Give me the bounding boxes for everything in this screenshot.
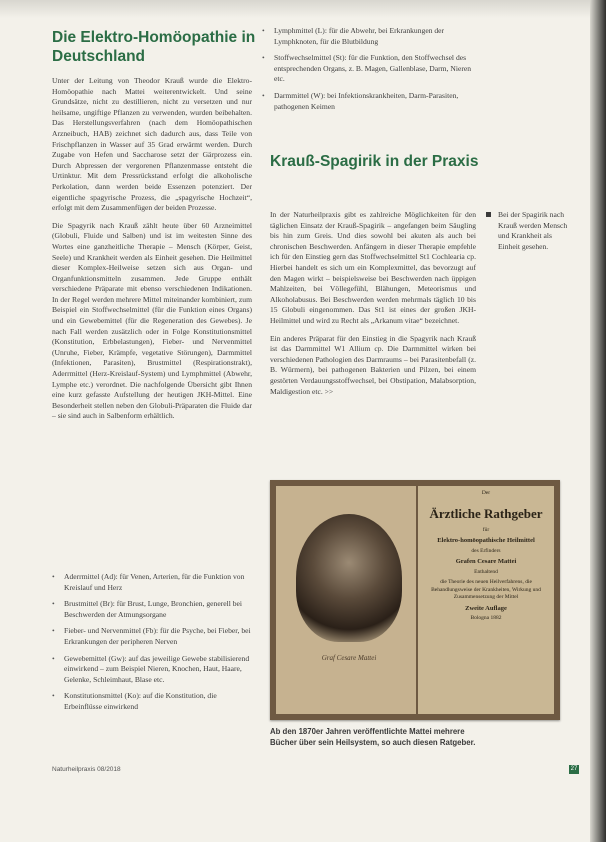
list-item: • Konstitutionsmittel (Ko): auf die Konstitution, die Erbeinflüsse einwirkend (52, 691, 252, 712)
cover-line: die Theorie des neuen Heilverfahrens, die Behandlungsweise der Krankheiten, Wirkung und Zusammensetzung der Mittel (431, 579, 541, 600)
page-number: 27 (570, 766, 578, 772)
portrait-signature: Graf Cesare Mattei (321, 654, 377, 662)
cover-line: Enthaltend (474, 568, 498, 575)
portrait-image (296, 514, 402, 642)
sidebar-quote: Bei der Spagirik nach Krauß werden Mensch und Krankheit als Einheit gesehen. (498, 210, 568, 251)
book-cover-page (418, 486, 554, 714)
right-paragraph-2: Ein anderes Präparat für den Einstieg in die Spagyrik nach Krauß ist das Darmmittel W1 Allium cp. Die Darmmittel wirken bei verschiedenen Pathologien des Darmraums – bei Parasitenbefall (z. B. Würmern), bei pathogenen Bakterien und Pilzen, bei einem gestörten Verdauungsstoffwechsel, bei Obstipation, Malabsorption, Maldigestion etc. >> (270, 333, 476, 396)
list-item: • Fieber- und Nervenmittel (Fb): für die Psyche, bei Fieber, bei Erkrankungen der peripheren Nerven (52, 626, 252, 647)
photo-caption: Ab den 1870er Jahren veröffentlichte Mattei mehrere Bücher über sein Heilsystem, so auch diesen Ratgeber. (270, 727, 476, 747)
cover-line: Elektro-homöopathische Heilmittel (437, 537, 535, 544)
book-cover-text (422, 490, 550, 710)
book-photo (270, 480, 560, 720)
cover-title: Ärztliche Rathgeber (429, 505, 543, 521)
cover-line: Bologna 1882 (470, 615, 502, 621)
left-remedy-list (52, 572, 252, 719)
list-item: • Brustmittel (Br): für Brust, Lunge, Bronchien, generell bei Beschwerden der Atmungsorgane (52, 599, 252, 620)
right-column-text (270, 210, 476, 404)
list-item: • Stoffwechselmittel (St): für die Funktion, den Stoffwechsel des entsprechenden Organs, z. B. Magen, Gallenblase, Darm, Nieren etc. (262, 53, 476, 85)
cover-line: Grafen Cesare Mattei (455, 558, 517, 565)
article-heading-right: Krauß-Spagirik in der Praxis (270, 153, 479, 170)
left-paragraph-1: Unter der Leitung von Theodor Krauß wurde die Elektro-Homöopathie nach Mattei weiterentwickelt. Und seine Grundsätze, nicht zu destillieren, nicht zu versetzen und nur heilsame, ungiftige Pflanzen zu verwenden, wurden beibehalten. Das Herstellungsverfahren (nach dem Homöopathischen Arzneibuch, HAB) zeichnet sich dadurch aus, dass Teile von Frischpflanzen in Wasser auf 35 Grad erwärmt werden. Durch Zugabe von Hefen und Saccharose setzt der Gärprozess ein. Durch Abpressen der vergorenen Pflanzenmasse entsteht die Urtinktur. Mit dem Pressrückstand erfolgt die alkoholische Perkolation, dann werden beide Essenzen potenziert. Der eigentliche spagyrische Prozess, die „spagyrische Hochzeit“, erfolgt mit dem Zusammenfügen der beiden Prozesse. (52, 76, 252, 213)
page-footer: Naturheilpraxis 08/2018 (52, 766, 121, 773)
cover-line: des Erfinders (471, 547, 501, 554)
cover-line: Zweite Auflage (465, 604, 507, 612)
list-item: • Gewebemittel (Gw): auf das jeweilige Gewebe stabilisierend einwirkend – zum Beispiel Nieren, Knochen, Haut, Haare, Gelenke, Schleimhaut, Blase etc. (52, 654, 252, 686)
page-top-shadow (0, 0, 606, 18)
portrait-page (276, 486, 416, 714)
left-paragraph-2: Die Spagyrik nach Krauß zählt heute über 60 Arzneimittel (Globuli, Fluide und Salben) und ist im weitesten Sinne des Wortes eine ganzheitliche Therapie – Mensch (Körper, Geist, Seele) und Krankheit werden als Einheit gesehen. Die Heilmittel dieser Komplex-Heilweise setzen sich aus Organ- und Organfunktionsmitteln zusammen. Jede Gruppe enthält verschiedene Präparate mit ebenso verschiedenen Indikationen. In der Regel werden mehrere Mittel miteinander kombiniert, zum Beispiel ein Stoffwechselmittel (für die Funktion eines Organs) und ein Gewebemittel (für die Regeneration des Gewebes). Je nach Fall werden zusätzlich oder in Folge Konstitutionsmittel (Konstitution, Erbbelastungen), Fieber- und Nervenmittel (Unruhe, Fieber, Krämpfe, vegetative Störungen), Darmmittel (Infektionen, Parasiten), Brustmittel (Respirationstrakt), Aderrmittel (Herz-Kreislauf-System) und Lymphmittel (Abwehr, Lymphe etc.) verordnet. Die nachfolgende Übersicht gibt Ihnen eine kurz gefasste Aufstellung der heutigen JKH-Mittel. Eine Besonderheit stellen neben den Globuli-Präparaten die Fluide dar – sie sind auch in Salbenform erhältlich. (52, 220, 252, 421)
right-paragraph-1: In der Naturheilpraxis gibt es zahlreiche Möglichkeiten für den täglichen Einsatz der Krauß-Spagirik – angefangen beim Säugling bis hin zum Greis. Und dies sowohl bei akuten als auch bei chronischen Beschwerden. Anfängern in dieser Therapie empfehle ich für den Einstieg gern das Stoffwechselmittel St1 Cochlearia cp. Hierbei handelt es sich um ein Komplexmittel, das bevorzugt auf den Magen wirkt – beispielsweise bei Beschwerden nach üppigen Mahlzeiten, bei Völlegefühl, Blähungen, Meteorismus und Alkoholabusus. Bei Beschwerden werden mehrmals täglich 10 bis 15 Globuli eingenommen. Das St1 ist eines der großen JKH-Heilmittel und wird zu Recht als „Arkanum vitae“ bezeichnet. (270, 210, 476, 325)
cover-line: Der (481, 490, 491, 496)
sidebar-bullet-marker (486, 212, 491, 217)
list-item: • Darmmittel (W): bei Infektionskrankheiten, Darm-Parasiten, pathogenen Keimen (262, 91, 476, 112)
list-item: • Lymphmittel (L): für die Abwehr, bei Erkrankungen der Lymphknoten, für die Blutbildung (262, 26, 476, 47)
left-column-text (52, 76, 252, 429)
cover-line: für (482, 526, 490, 533)
page-edge-shadow (590, 0, 606, 842)
list-item: • Aderrmittel (Ad): für Venen, Arterien, für die Funktion von Kreislauf und Herz (52, 572, 252, 593)
article-heading-left: Die Elektro-Homöopathie in Deutschland (52, 29, 256, 65)
right-remedy-list (262, 26, 476, 118)
